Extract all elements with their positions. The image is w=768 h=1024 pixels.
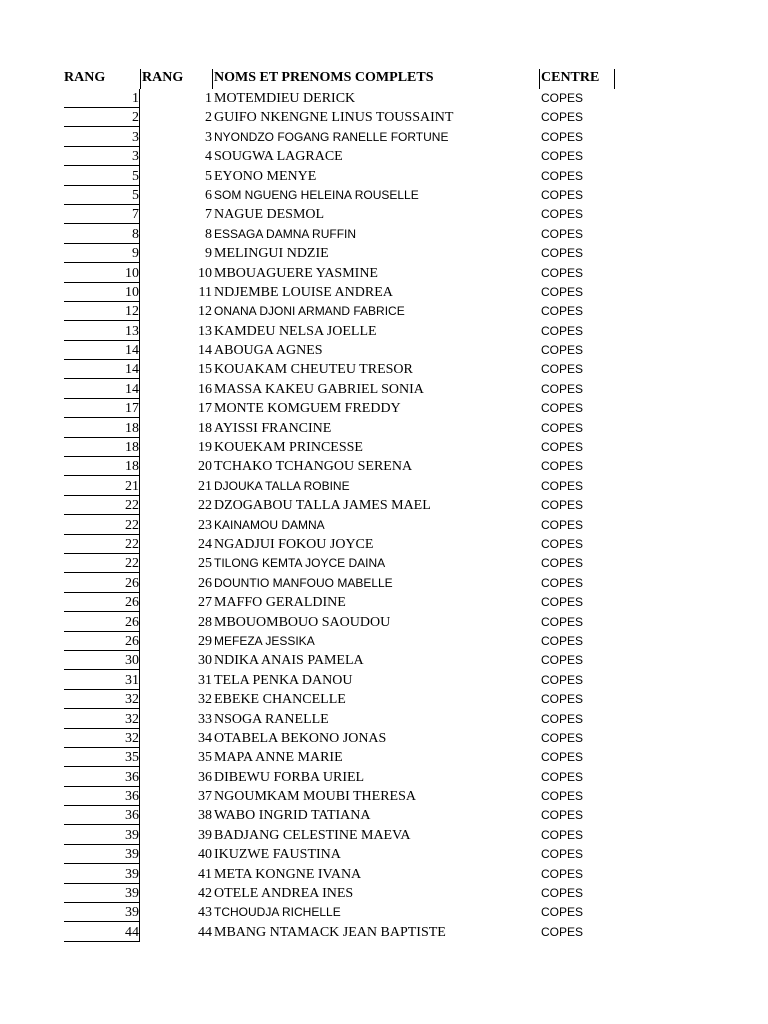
rang-cell: 18	[64, 438, 140, 457]
order-number-cell: 16	[198, 381, 212, 397]
centre-cell: COPES	[541, 323, 584, 338]
rang-cell: 32	[64, 710, 140, 729]
order-number-cell: 10	[198, 265, 212, 281]
centre-cell: COPES	[541, 362, 584, 377]
centre-cell: COPES	[541, 750, 584, 765]
rang-cell: 39	[64, 903, 140, 922]
rang-cell: 36	[64, 787, 140, 806]
centre-cell: COPES	[541, 168, 584, 183]
full-name-cell: NAGUE DESMOL	[214, 207, 325, 223]
table-row	[0, 884, 768, 903]
table-row	[0, 341, 768, 360]
centre-cell: COPES	[541, 187, 584, 202]
full-name-cell: IKUZWE FAUSTINA	[214, 847, 341, 863]
rang-cell: 36	[64, 768, 140, 787]
centre-cell: COPES	[541, 886, 584, 901]
centre-cell: COPES	[541, 575, 584, 590]
centre-cell: COPES	[541, 246, 584, 261]
table-row	[0, 244, 768, 263]
centre-cell: COPES	[541, 847, 584, 862]
centre-cell: COPES	[541, 459, 584, 474]
full-name-cell: KAINAMOU DAMNA	[214, 517, 325, 532]
order-number-cell: 1	[205, 91, 212, 106]
full-name-cell: NSOGA RANELLE	[214, 711, 329, 727]
table-row	[0, 613, 768, 632]
rang-cell: 14	[64, 380, 140, 399]
table-row	[0, 108, 768, 127]
full-name-cell: NDIKA ANAIS PAMELA	[214, 653, 364, 669]
table-row	[0, 768, 768, 787]
table-row	[0, 167, 768, 186]
centre-cell: COPES	[541, 769, 584, 784]
full-name-cell: TCHOUDJA RICHELLE	[214, 905, 341, 920]
full-name-cell: SOUGWA LAGRACE	[214, 149, 343, 165]
centre-cell: COPES	[541, 420, 584, 435]
rang-cell: 22	[64, 496, 140, 515]
rang-cell: 21	[64, 477, 140, 496]
order-number-cell: 24	[198, 536, 212, 552]
full-name-cell: TILONG KEMTA JOYCE DAINA	[214, 556, 386, 571]
full-name-cell: GUIFO NKENGNE LINUS TOUSSAINT	[214, 110, 454, 126]
table-row	[0, 554, 768, 573]
rang-cell: 32	[64, 729, 140, 748]
order-number-cell: 37	[198, 789, 212, 805]
rang-cell: 26	[64, 613, 140, 632]
full-name-cell: MONTE KOMGUEM FREDDY	[214, 401, 401, 417]
order-number-cell: 28	[198, 614, 212, 630]
order-number-cell: 38	[198, 808, 212, 824]
order-number-cell: 19	[198, 440, 212, 456]
table-row	[0, 205, 768, 224]
table-row	[0, 651, 768, 670]
full-name-cell: NDJEMBE LOUISE ANDREA	[214, 284, 393, 300]
rang-cell: 17	[64, 399, 140, 418]
order-number-cell: 13	[198, 323, 212, 339]
centre-cell: COPES	[541, 633, 584, 648]
rang-cell: 5	[64, 167, 140, 186]
full-name-cell: KOUAKAM CHEUTEU TRESOR	[214, 362, 413, 378]
centre-cell: COPES	[541, 478, 584, 493]
order-number-cell: 7	[205, 207, 212, 223]
full-name-cell: ONANA DJONI ARMAND FABRICE	[214, 304, 405, 319]
order-number-cell: 27	[198, 595, 212, 611]
table-row	[0, 826, 768, 845]
rang-cell: 10	[64, 283, 140, 302]
full-name-cell: AYISSI FRANCINE	[214, 420, 332, 436]
full-name-cell: TELA PENKA DANOU	[214, 672, 353, 688]
table-row	[0, 903, 768, 922]
full-name-cell: KOUEKAM PRINCESSE	[214, 440, 363, 456]
centre-cell: COPES	[541, 827, 584, 842]
table-row	[0, 729, 768, 748]
table-row	[0, 690, 768, 709]
rang-cell: 10	[64, 264, 140, 283]
rang-cell: 18	[64, 419, 140, 438]
order-number-cell: 14	[198, 343, 212, 359]
order-number-cell: 22	[198, 498, 212, 514]
centre-cell: COPES	[541, 401, 584, 416]
rang-cell: 22	[64, 535, 140, 554]
table-row	[0, 923, 768, 942]
table-row	[0, 128, 768, 147]
table-row	[0, 845, 768, 864]
rang-cell: 22	[64, 554, 140, 573]
order-number-cell: 5	[205, 168, 212, 184]
full-name-cell: MELINGUI NDZIE	[214, 246, 329, 262]
full-name-cell: EBEKE CHANCELLE	[214, 692, 346, 708]
rang-cell: 3	[64, 147, 140, 166]
full-name-cell: TCHAKO TCHANGOU SERENA	[214, 459, 413, 475]
table-body	[0, 89, 768, 942]
full-name-cell: KAMDEU NELSA JOELLE	[214, 323, 377, 339]
full-name-cell: ABOUGA AGNES	[214, 343, 323, 359]
centre-cell: COPES	[541, 808, 584, 823]
table-row	[0, 438, 768, 457]
rang-cell: 14	[64, 360, 140, 379]
header-divider-3	[539, 69, 540, 89]
table-row	[0, 710, 768, 729]
full-name-cell: NGOUMKAM MOUBI THERESA	[214, 789, 416, 805]
order-number-cell: 3	[205, 129, 212, 145]
centre-cell: COPES	[541, 517, 584, 532]
full-name-cell: DOUNTIO MANFOUO MABELLE	[214, 575, 393, 590]
full-name-cell: WABO INGRID TATIANA	[214, 808, 371, 824]
rang-cell: 2	[64, 108, 140, 127]
full-name-cell: MAPA ANNE MARIE	[214, 750, 343, 766]
order-number-cell: 8	[205, 226, 212, 242]
order-number-cell: 35	[198, 750, 212, 766]
order-number-cell: 20	[198, 459, 212, 475]
header-divider-4	[614, 69, 615, 89]
centre-cell: COPES	[541, 207, 584, 222]
header-rang-2: RANG	[142, 70, 184, 85]
full-name-cell: MAFFO GERALDINE	[214, 595, 346, 611]
centre-cell: COPES	[541, 284, 584, 299]
full-name-cell: DIBEWU FORBA URIEL	[214, 769, 365, 785]
table-row	[0, 147, 768, 166]
table-header	[0, 67, 768, 89]
ranking-sheet	[0, 67, 768, 942]
rang-cell: 14	[64, 341, 140, 360]
order-number-cell: 32	[198, 692, 212, 708]
centre-cell: COPES	[541, 672, 584, 687]
rang-cell: 39	[64, 865, 140, 884]
order-number-cell: 29	[198, 633, 212, 649]
order-number-cell: 11	[198, 284, 212, 300]
order-number-cell: 2	[205, 110, 212, 126]
table-row	[0, 632, 768, 651]
centre-cell: COPES	[541, 866, 584, 881]
full-name-cell: NYONDZO FOGANG RANELLE FORTUNE	[214, 129, 449, 144]
centre-cell: COPES	[541, 129, 584, 144]
rang-cell: 26	[64, 593, 140, 612]
rang-cell: 31	[64, 671, 140, 690]
full-name-cell: DJOUKA TALLA ROBINE	[214, 478, 350, 493]
centre-cell: COPES	[541, 924, 584, 939]
table-row	[0, 787, 768, 806]
centre-cell: COPES	[541, 536, 584, 551]
full-name-cell: NGADJUI FOKOU JOYCE	[214, 536, 374, 552]
order-number-cell: 39	[198, 827, 212, 843]
header-centre: CENTRE	[541, 70, 600, 85]
table-row	[0, 457, 768, 476]
centre-cell: COPES	[541, 149, 584, 164]
rang-cell: 5	[64, 186, 140, 205]
order-number-cell: 15	[198, 362, 212, 378]
order-number-cell: 34	[198, 730, 212, 746]
centre-cell: COPES	[541, 381, 584, 396]
order-number-cell: 4	[205, 149, 212, 165]
rang-cell: 3	[64, 128, 140, 147]
rang-cell: 8	[64, 225, 140, 244]
centre-cell: COPES	[541, 595, 584, 610]
table-row	[0, 186, 768, 205]
table-row	[0, 806, 768, 825]
full-name-cell: META KONGNE IVANA	[214, 866, 362, 882]
rang-cell: 35	[64, 748, 140, 767]
centre-cell: COPES	[541, 265, 584, 280]
rang-cell: 26	[64, 632, 140, 651]
table-row	[0, 380, 768, 399]
order-number-cell: 23	[198, 517, 212, 533]
full-name-cell: DZOGABOU TALLA JAMES MAEL	[214, 498, 431, 514]
order-number-cell: 17	[198, 401, 212, 417]
centre-cell: COPES	[541, 304, 584, 319]
full-name-cell: OTELE ANDREA INES	[214, 886, 354, 902]
centre-cell: COPES	[541, 711, 584, 726]
order-number-cell: 43	[198, 905, 212, 921]
header-noms: NOMS ET PRENOMS COMPLETS	[214, 70, 434, 85]
centre-cell: COPES	[541, 653, 584, 668]
table-row	[0, 865, 768, 884]
full-name-cell: MEFEZA JESSIKA	[214, 633, 315, 648]
table-row	[0, 89, 768, 108]
centre-cell: COPES	[541, 343, 584, 358]
full-name-cell: BADJANG CELESTINE MAEVA	[214, 827, 411, 843]
full-name-cell: MOTEMDIEU DERICK	[214, 91, 356, 106]
full-name-cell: MBOUOMBOUO SAOUDOU	[214, 614, 391, 630]
centre-cell: COPES	[541, 440, 584, 455]
table-row	[0, 574, 768, 593]
centre-cell: COPES	[541, 730, 584, 745]
rang-cell: 22	[64, 516, 140, 535]
full-name-cell: SOM NGUENG HELEINA ROUSELLE	[214, 187, 419, 202]
rang-cell: 18	[64, 457, 140, 476]
order-number-cell: 12	[198, 304, 212, 320]
centre-cell: COPES	[541, 110, 584, 125]
table-row	[0, 748, 768, 767]
table-row	[0, 322, 768, 341]
rang-cell: 12	[64, 302, 140, 321]
rang-cell: 32	[64, 690, 140, 709]
order-number-cell: 18	[198, 420, 212, 436]
order-number-cell: 33	[198, 711, 212, 727]
table-row	[0, 671, 768, 690]
header-divider-1	[140, 69, 141, 89]
order-number-cell: 9	[205, 246, 212, 262]
rang-cell: 13	[64, 322, 140, 341]
order-number-cell: 42	[198, 886, 212, 902]
table-row	[0, 399, 768, 418]
order-number-cell: 25	[198, 556, 212, 572]
table-row	[0, 593, 768, 612]
rang-cell: 7	[64, 205, 140, 224]
order-number-cell: 31	[198, 672, 212, 688]
order-number-cell: 40	[198, 847, 212, 863]
centre-cell: COPES	[541, 789, 584, 804]
full-name-cell: ESSAGA DAMNA RUFFIN	[214, 226, 357, 241]
table-row	[0, 225, 768, 244]
table-row	[0, 496, 768, 515]
centre-cell: COPES	[541, 498, 584, 513]
table-row	[0, 516, 768, 535]
centre-cell: COPES	[541, 905, 584, 920]
full-name-cell: EYONO MENYE	[214, 168, 317, 184]
full-name-cell: MBANG NTAMACK JEAN BAPTISTE	[214, 924, 446, 940]
table-row	[0, 302, 768, 321]
rang-cell: 1	[64, 89, 140, 108]
rang-cell: 36	[64, 806, 140, 825]
table-row	[0, 283, 768, 302]
centre-cell: COPES	[541, 614, 584, 629]
centre-cell: COPES	[541, 226, 584, 241]
rang-cell: 44	[64, 923, 140, 942]
table-row	[0, 264, 768, 283]
centre-cell: COPES	[541, 556, 584, 571]
table-row	[0, 535, 768, 554]
table-row	[0, 477, 768, 496]
full-name-cell: MBOUAGUERE YASMINE	[214, 265, 378, 281]
rang-cell: 39	[64, 884, 140, 903]
table-row	[0, 360, 768, 379]
order-number-cell: 21	[198, 478, 212, 494]
rang-cell: 39	[64, 826, 140, 845]
order-number-cell: 6	[205, 187, 212, 203]
rang-cell: 39	[64, 845, 140, 864]
rang-cell: 9	[64, 244, 140, 263]
rang-cell: 30	[64, 651, 140, 670]
order-number-cell: 26	[198, 575, 212, 591]
order-number-cell: 36	[198, 769, 212, 785]
header-divider-2	[212, 69, 213, 89]
order-number-cell: 30	[198, 653, 212, 669]
rang-cell: 26	[64, 574, 140, 593]
order-number-cell: 44	[198, 924, 212, 940]
header-rang-1: RANG	[64, 70, 106, 85]
full-name-cell: MASSA KAKEU GABRIEL SONIA	[214, 381, 424, 397]
table-row	[0, 419, 768, 438]
centre-cell: COPES	[541, 692, 584, 707]
full-name-cell: OTABELA BEKONO JONAS	[214, 730, 387, 746]
order-number-cell: 41	[198, 866, 212, 882]
centre-cell: COPES	[541, 91, 584, 105]
